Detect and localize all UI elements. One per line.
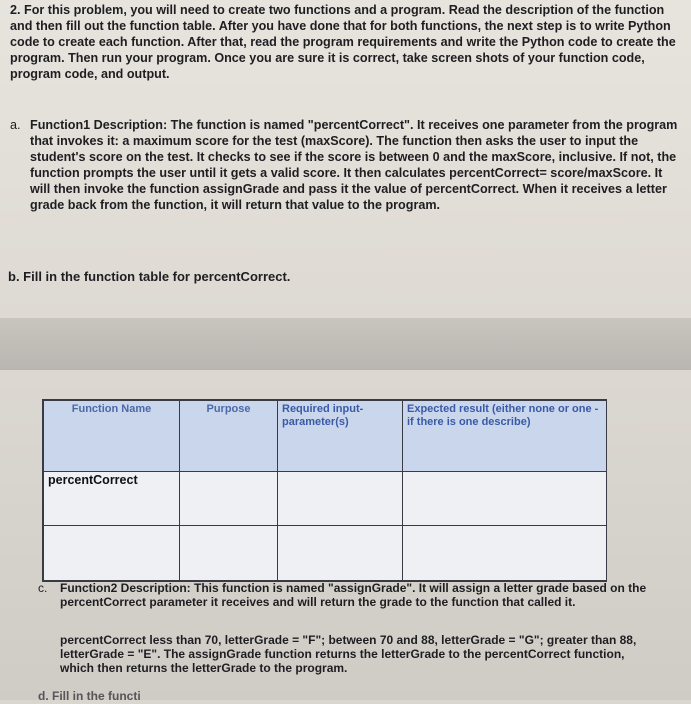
part-a-description bbox=[10, 117, 686, 213]
cell-input[interactable] bbox=[278, 526, 403, 581]
header-expected-result: Expected result (either none or one - if there is one describe) bbox=[403, 401, 607, 472]
function-table bbox=[42, 399, 607, 582]
header-purpose: Purpose bbox=[180, 401, 278, 472]
cell-function-name[interactable] bbox=[44, 526, 180, 581]
part-c-text: Function2 Description: This function is named "assignGrade". It will assign a letter grade based on the percentCorrect parameter it receives and will return the grade to the function that called it. bbox=[60, 581, 647, 609]
cell-purpose[interactable] bbox=[180, 471, 278, 526]
cell-purpose[interactable] bbox=[180, 526, 278, 581]
table-row bbox=[44, 526, 607, 581]
part-a-text: Function1 Description: The function is named "percentCorrect". It receives one parameter from the program that invokes it: a maximum score for the test (maxScore). The function then asks the user to input the student's score on the test. It checks to see if the score is between 0 and the maxScore, inclusive. If not, the function prompts the user until it gets a valid score. It then calculates percentCorrect= score/maxScore. It will then invoke the function assignGrade and pass it the value of percentCorrect. When it receives a letter grade back from the function, it will return that value to the program. bbox=[30, 118, 678, 212]
cell-result[interactable] bbox=[403, 471, 607, 526]
problem-intro: 2. For this problem, you will need to create two functions and a program. Read the description of the function and then fill out the function table. After you have done that for both functions, the next step is to write Python code to create each function. After that, read the program requirements and write the Python code to create the program. Then run your program. Once you are sure it is correct, take screen shots of your function code, program code, and output. bbox=[10, 3, 676, 81]
part-a-label: a. bbox=[10, 118, 21, 132]
cell-input[interactable] bbox=[278, 471, 403, 526]
table-row bbox=[44, 471, 607, 526]
header-required-input: Required input-parameter(s) bbox=[278, 401, 403, 472]
part-b-instruction: b. Fill in the function table for percentCorrect. bbox=[8, 269, 291, 284]
part-c-description bbox=[38, 581, 660, 609]
part-c-label: c. bbox=[38, 581, 48, 595]
function-table-grid bbox=[43, 400, 607, 581]
part-c-grade-rules: percentCorrect less than 70, letterGrade = "F"; between 70 and 88, letterGrade = "G"; greater than 88, letterGrade = "E". The assignGrade function returns the letterGrade to the percentCorrect function, which then returns the letterGrade to the program. bbox=[60, 633, 637, 675]
part-d-instruction: d. Fill in the functi bbox=[38, 689, 141, 703]
cell-result[interactable] bbox=[403, 526, 607, 581]
header-function-name: Function Name bbox=[44, 401, 180, 472]
cell-function-name[interactable]: percentCorrect bbox=[44, 471, 180, 526]
photo-shadow-band bbox=[0, 318, 691, 370]
table-header-row bbox=[44, 401, 607, 472]
